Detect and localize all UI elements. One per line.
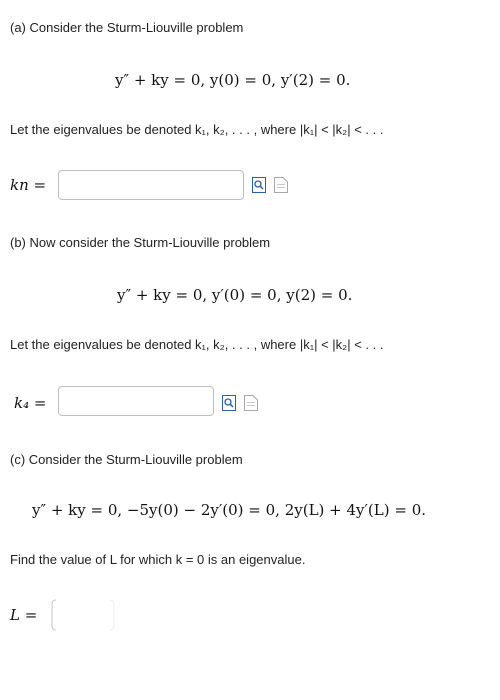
part-a-answer-label: kn = xyxy=(10,176,47,194)
preview-icon[interactable] xyxy=(252,177,266,193)
part-a-equation: y″ + ky = 0, y(0) = 0, y′(2) = 0. xyxy=(115,71,351,89)
part-c-answer-label: L = xyxy=(10,606,38,624)
part-a-eigen-text: Let the eigenvalues be denoted k₁, k₂, . . . , where |k₁| < |k₂| < . . . xyxy=(10,122,384,137)
preview-icon[interactable] xyxy=(222,395,236,411)
part-c-question: Find the value of L for which k = 0 is an eigenvalue. xyxy=(10,552,306,567)
part-a-intro: (a) Consider the Sturm-Liouville problem xyxy=(10,20,244,35)
part-a-answer-input[interactable] xyxy=(58,170,244,200)
part-b-eigen-text: Let the eigenvalues be denoted k₁, k₂, . . . , where |k₁| < |k₂| < . . . xyxy=(10,337,384,352)
part-b-answer-label: k₄ = xyxy=(14,394,47,412)
part-b-equation: y″ + ky = 0, y′(0) = 0, y(2) = 0. xyxy=(117,286,353,304)
part-b-answer-input[interactable] xyxy=(58,386,214,416)
part-c-answer-input[interactable] xyxy=(48,597,118,633)
part-b-intro: (b) Now consider the Sturm-Liouville problem xyxy=(10,235,271,250)
file-icon[interactable] xyxy=(244,395,258,411)
part-c-equation: y″ + ky = 0, −5y(0) − 2y′(0) = 0, 2y(L) + 4y′(L) = 0. xyxy=(32,501,427,519)
file-icon[interactable] xyxy=(274,177,288,193)
part-c-intro: (c) Consider the Sturm-Liouville problem xyxy=(10,452,243,467)
